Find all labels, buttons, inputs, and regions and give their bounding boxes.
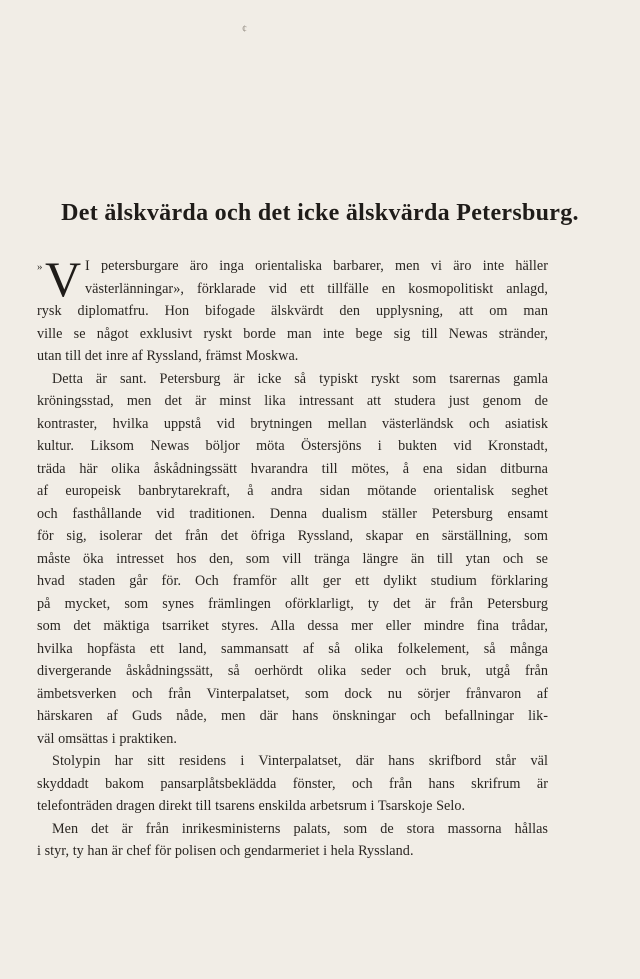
drop-quote: » <box>37 261 43 273</box>
text-line: Stolypin har sitt residens i Vinterpalatset, där hans skrifbord står väl <box>52 753 548 769</box>
text-line: skyddadt bakom pansarplåtsbeklädda fönster, och från hans skrifrum är <box>37 775 548 792</box>
text-line: divergerande åskådningssätt, så oerhördt olika seder och bruk, utgå från <box>37 663 548 679</box>
paragraph-3 <box>37 750 548 818</box>
text-line: kultur. Liksom Newas böljor möta Östersjöns i bukten vid Kronstadt, <box>37 438 548 454</box>
text-line: kröningsstad, men det är minst lika intressant att studera just genom de <box>37 393 548 409</box>
drop-cap: V <box>45 251 82 307</box>
text-line: hvad staden går för. Och framför allt ger ett dylikt studium förklaring <box>37 573 548 589</box>
text-line: hvilka hopfästa ett land, sammansatt af så olika folkelement, så många <box>37 640 548 657</box>
text-line: för sig, isolerar det från det öfriga Ryssland, skapar en särställning, som <box>37 528 548 544</box>
chapter-title: Det älskvärda och det icke älskvärda Petersburg. <box>61 200 579 226</box>
paragraph-1 <box>37 251 548 368</box>
page-mark: ¢ <box>242 24 247 35</box>
text-line: ville se något exklusivt ryskt borde man inte bege sig till Newas stränder, <box>37 325 548 342</box>
body-text <box>37 251 548 863</box>
text-line: rysk diplomatfru. Hon bifogade älskvärdt den upplysning, att om man <box>37 303 548 319</box>
text-line: telefonträden dragen direkt till tsarens enskilda arbetsrum i Tsarskoje Selo. <box>37 798 466 814</box>
text-line: utan till det inre af Ryssland, främst Moskwa. <box>37 348 299 364</box>
text-line: ämbetsverken och från Vinterpalatset, som dock nu sörjer frånvaron af <box>37 685 548 702</box>
text-line: på mycket, som synes främlingen oförklarligt, ty det är från Petersburg <box>37 595 548 612</box>
text-line: väl omsättas i praktiken. <box>37 730 177 747</box>
text-line: och fasthållande vid traditionen. Denna dualism ställer Petersburg ensamt <box>37 505 548 522</box>
text-line: kontraster, hvilka uppstå vid brytningen mellan västerländsk och asiatisk <box>37 415 548 432</box>
text-line: Men det är från inrikesministerns palats, som de stora massorna hållas <box>52 820 548 837</box>
text-line: i styr, ty han är chef för polisen och gendarmeriet i hela Ryssland. <box>37 843 414 859</box>
text-line: som det mäktiga tsarriket styres. Alla dessa mer eller mindre fina trådar, <box>37 618 548 634</box>
text-line: af europeisk banbrytarekraft, å andra sidan mötande orientalisk seghet <box>37 483 548 499</box>
text-line: I petersburgare äro inga orientaliska barbarer, men vi äro inte häller <box>85 258 548 274</box>
text-line: Detta är sant. Petersburg är icke så typiskt ryskt som tsarernas gamla <box>52 370 548 387</box>
paragraph-2 <box>37 368 548 751</box>
paragraph-4 <box>37 818 548 863</box>
text-line: härskaren af Guds nåde, men där hans önskningar och befallningar lik- <box>37 708 548 724</box>
text-line: måste öka intresset hos den, som vill tränga längre än till ytan och se <box>37 550 548 567</box>
text-line: västerlänningar», förklarade vid ett tillfälle en kosmopolitiskt anlagd, <box>85 280 548 297</box>
text-line: träda här olika åskådningssätt hvarandra till mötes, å ena sidan ditburna <box>37 460 548 477</box>
